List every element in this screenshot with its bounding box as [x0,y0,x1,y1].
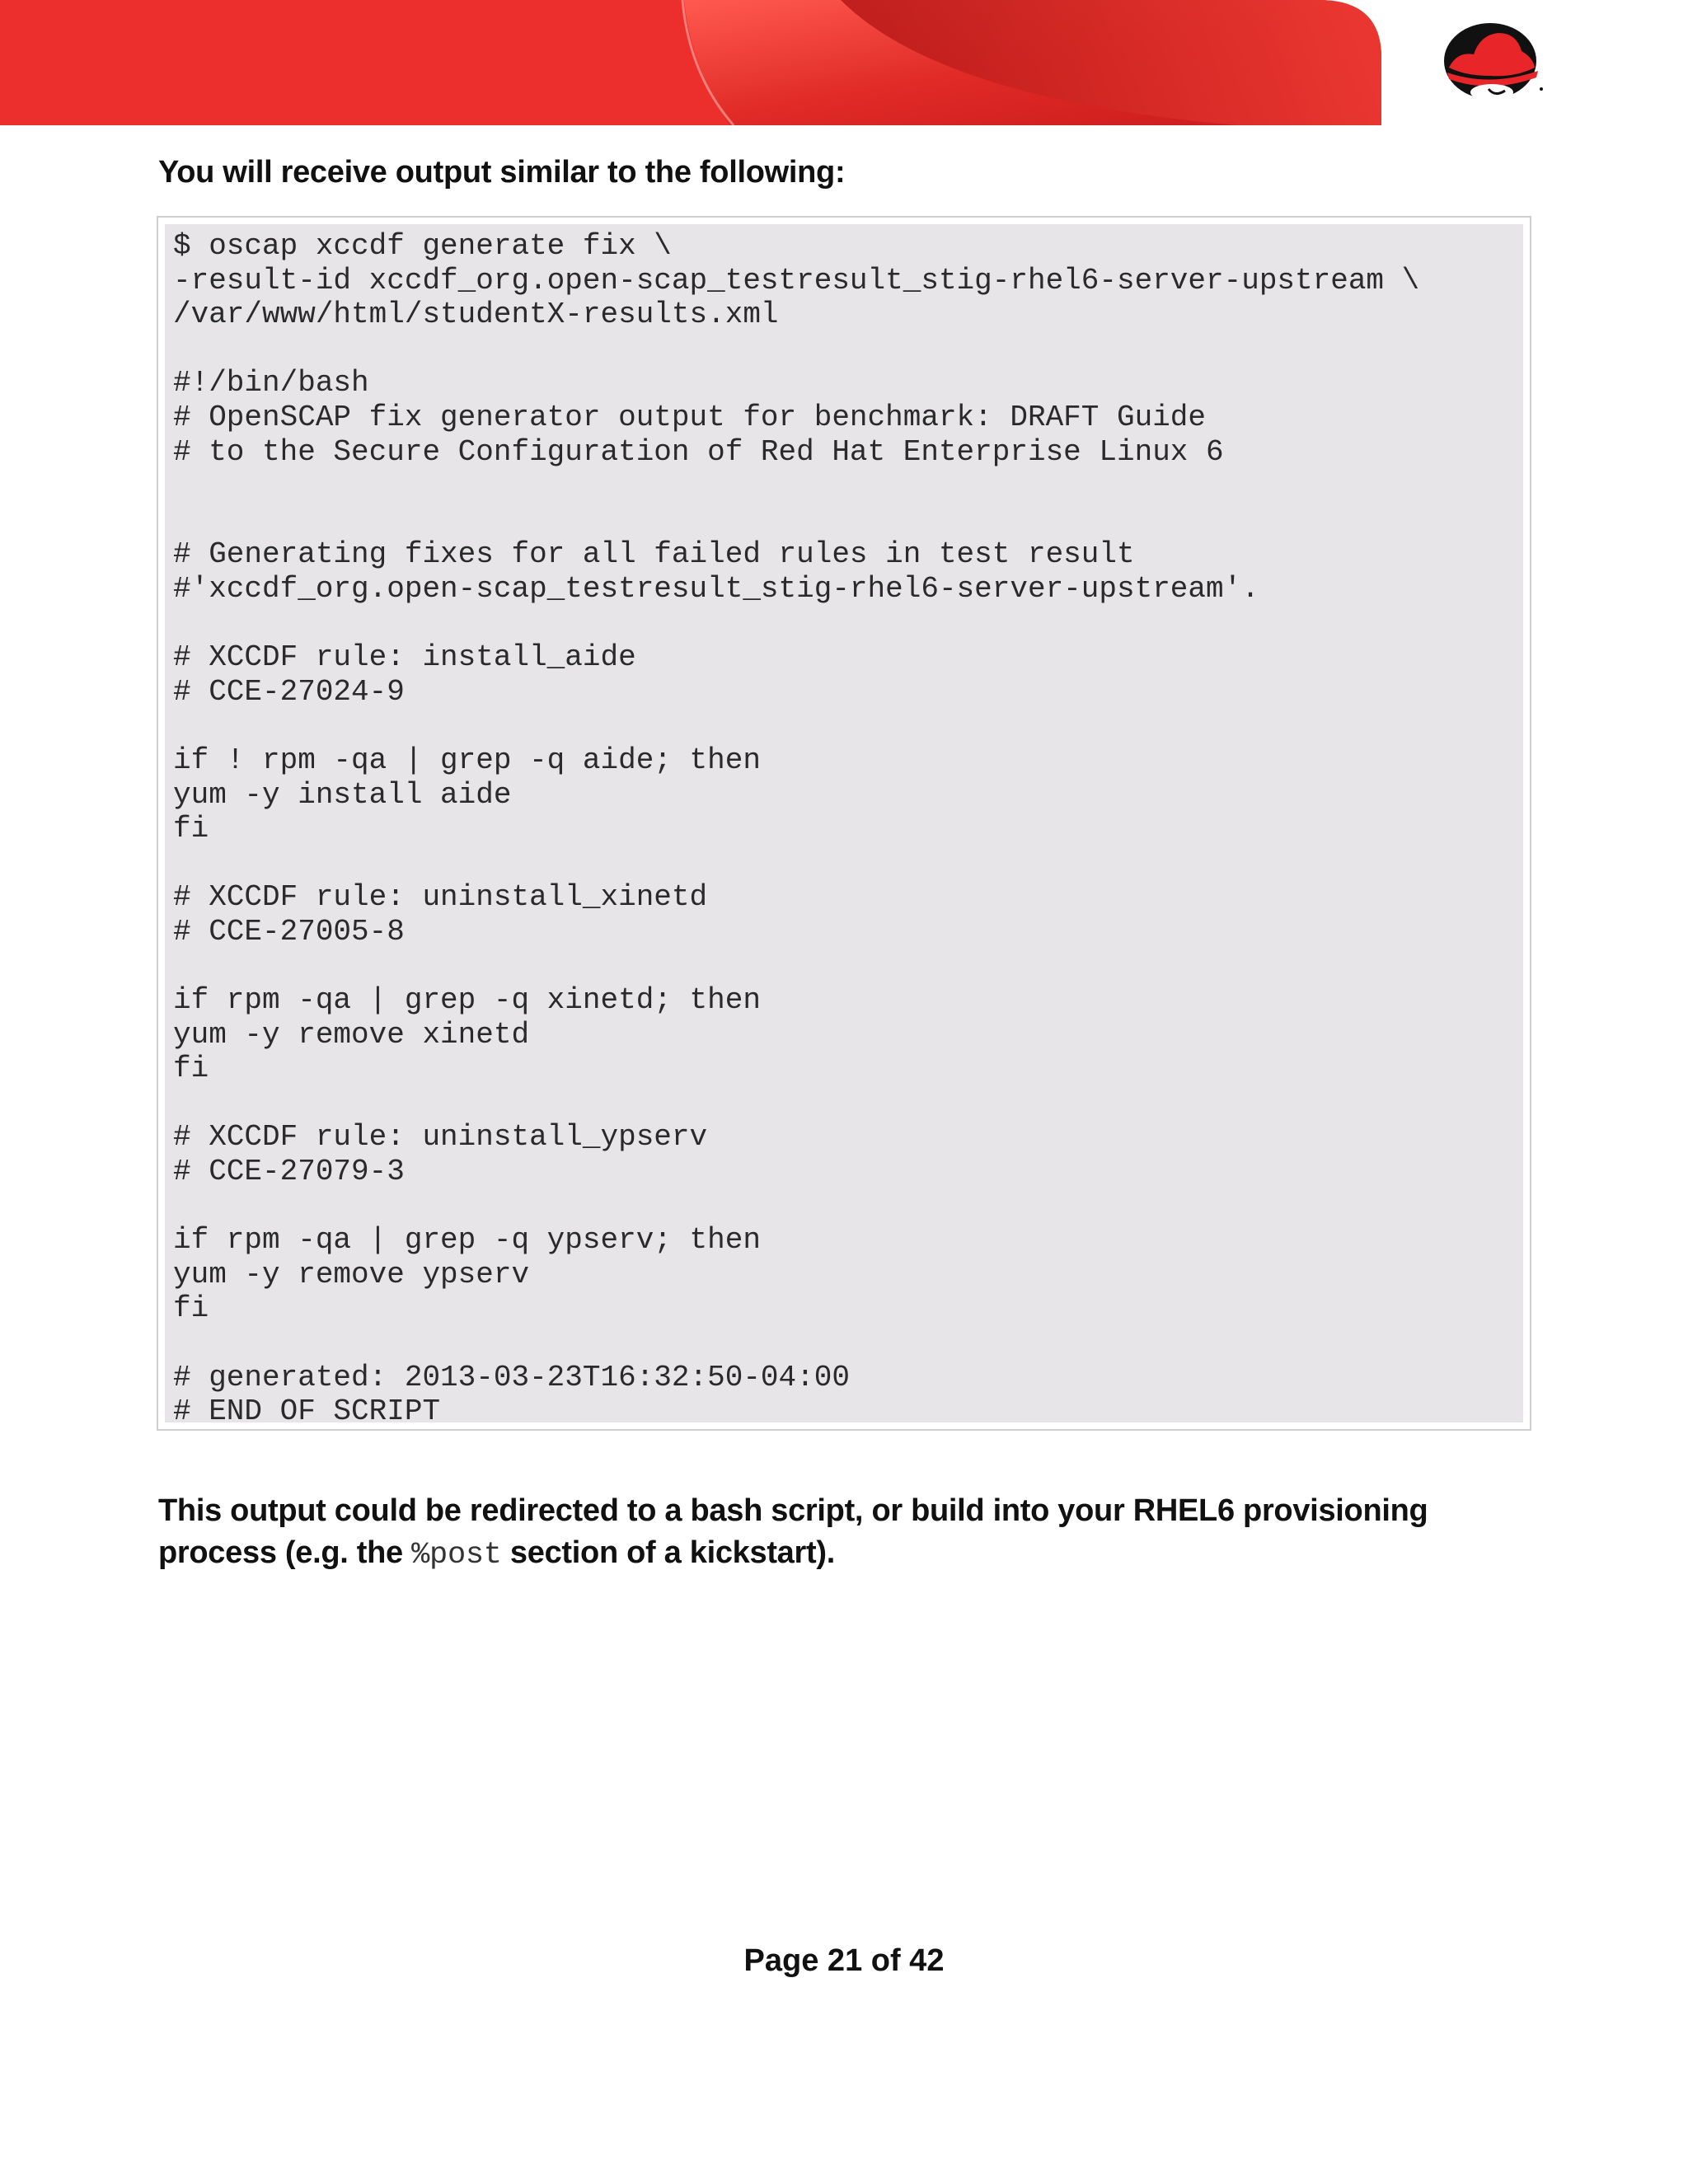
intro-text: You will receive output similar to the following: [158,155,846,190]
code-line: # END OF SCRIPT [173,1394,441,1429]
red-hat-logo-icon [1441,18,1548,109]
code-line: # generated: 2013-03-23T16:32:50-04:00 [173,1360,850,1394]
code-line: -result-id xccdf_org.open-scap_testresult_stig-rhel6-server-upstream \ [173,263,1420,298]
code-line: # CCE-27005-8 [173,914,405,949]
code-line: yum -y remove ypserv [173,1257,530,1291]
code-line: /var/www/html/studentX-results.xml [173,298,779,332]
code-line: # CCE-27079-3 [173,1155,405,1189]
code-line: yum -y remove xinetd [173,1017,530,1052]
body-paragraph [158,1490,1543,1577]
code-line [173,709,1419,743]
page-number: Page 21 of 42 [743,1943,945,1978]
code-line [173,1326,1419,1361]
code-line [173,1086,1419,1121]
code-line: # CCE-27024-9 [173,674,405,709]
inline-code-post: %post [411,1538,502,1572]
code-line: # OpenSCAP fix generator output for benchmark: DRAFT Guide [173,400,1207,434]
code-line: #'xccdf_org.open-scap_testresult_stig-rhel6-server-upstream'. [173,571,1259,606]
paragraph-text-after: section of a kickstart). [501,1535,835,1570]
code-line: #!/bin/bash [173,366,369,401]
code-block-background [165,224,1523,1429]
code-line [173,332,1419,367]
code-line: # XCCDF rule: install_aide [173,640,636,675]
code-line [173,949,1419,983]
code-line: fi [173,1052,209,1086]
code-line: yum -y install aide [173,777,512,812]
code-line: if rpm -qa | grep -q xinetd; then [173,983,761,1018]
code-block [157,216,1531,1431]
code-line: fi [173,1291,209,1326]
code-line: if rpm -qa | grep -q ypserv; then [173,1223,761,1258]
code-line [173,607,1419,641]
code-line: fi [173,812,209,846]
code-line: # Generating fixes for all failed rules in test result [173,537,1135,572]
code-line: # to the Secure Configuration of Red Hat Enterprise Linux 6 [173,434,1224,469]
header-banner [0,0,1688,125]
code-line [173,1189,1419,1224]
code-listing [173,229,1419,1429]
code-line: if ! rpm -qa | grep -q aide; then [173,743,761,777]
code-line [173,504,1419,538]
code-line [173,846,1419,881]
code-line: # XCCDF rule: uninstall_xinetd [173,880,708,915]
code-line: $ oscap xccdf generate fix \ [173,229,672,263]
paragraph-text-before: This output could be redirected to a bash script, or build into your RHEL6 provisioning process (e.g. the [158,1493,1428,1570]
code-line: # XCCDF rule: uninstall_ypserv [173,1120,708,1155]
code-line [173,469,1419,504]
